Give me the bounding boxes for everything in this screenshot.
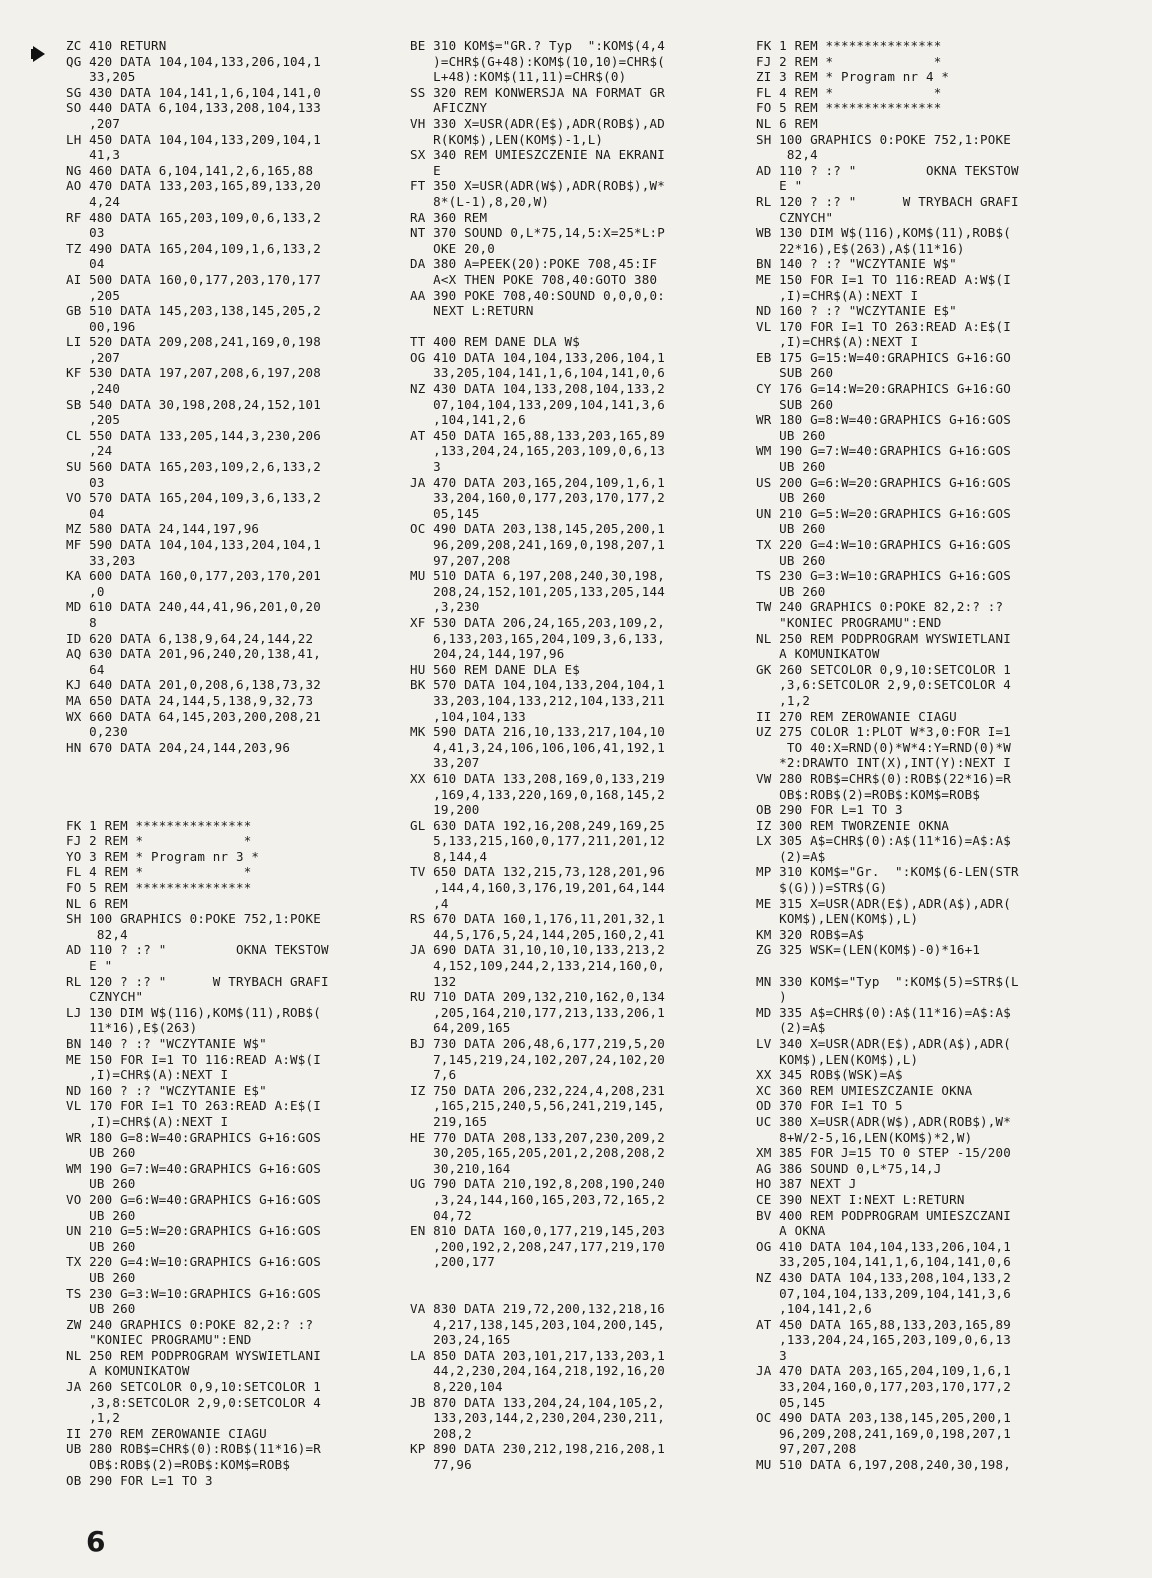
code-line: VL 170 FOR I=1 TO 263:READ A:E$(I bbox=[756, 318, 1011, 334]
code-line: 33,203,104,133,212,104,133,211 bbox=[410, 692, 665, 708]
code-line: RL 120 ? :? " W TRYBACH GRAFI bbox=[66, 973, 329, 989]
code-line: JA 470 DATA 203,165,204,109,1,6,1 bbox=[756, 1363, 1011, 1379]
code-line: ,144,4,160,3,176,19,201,64,144 bbox=[410, 880, 665, 896]
code-line: NL 250 REM PODPROGRAM WYSWIETLANI bbox=[756, 630, 1011, 646]
code-line: 8 bbox=[66, 614, 97, 630]
code-line: SB 540 DATA 30,198,208,24,152,101 bbox=[66, 396, 321, 412]
code-line: US 200 G=6:W=20:GRAPHICS G+16:GOS bbox=[756, 474, 1011, 490]
code-line: LH 450 DATA 104,104,133,209,104,1 bbox=[66, 131, 321, 147]
code-line: BK 570 DATA 104,104,133,204,104,1 bbox=[410, 677, 665, 693]
code-line: 8,144,4 bbox=[410, 848, 488, 864]
code-line: JA 260 SETCOLOR 0,9,10:SETCOLOR 1 bbox=[66, 1379, 321, 1395]
code-line: ,I)=CHR$(A):NEXT I bbox=[756, 287, 919, 303]
code-line: GK 260 SETCOLOR 0,9,10:SETCOLOR 1 bbox=[756, 661, 1011, 677]
code-line: NT 370 SOUND 0,L*75,14,5:X=25*L:P bbox=[410, 225, 665, 241]
code-line: UB 260 bbox=[66, 1145, 136, 1161]
code-line: E bbox=[410, 162, 441, 178]
code-line: LJ 130 DIM W$(116),KOM$(11),ROB$( bbox=[66, 1004, 321, 1020]
code-line: BE 310 KOM$="GR.? Typ ":KOM$(4,4 bbox=[410, 38, 665, 53]
code-line: 132 bbox=[410, 973, 457, 989]
code-line: ,I)=CHR$(A):NEXT I bbox=[66, 1067, 229, 1083]
code-line: BJ 730 DATA 206,48,6,177,219,5,20 bbox=[410, 1036, 665, 1051]
code-line: ,205 bbox=[66, 287, 121, 303]
code-line: 33,204,160,0,177,203,170,177,2 bbox=[410, 490, 665, 506]
code-line: 03 bbox=[66, 225, 105, 241]
code-line: ,3,6:SETCOLOR 2,9,0:SETCOLOR 4 bbox=[756, 677, 1011, 693]
code-line: ,3,8:SETCOLOR 2,9,0:SETCOLOR 4 bbox=[66, 1394, 321, 1410]
code-line: ,3,230 bbox=[410, 599, 480, 615]
code-line: MZ 580 DATA 24,144,197,96 bbox=[66, 521, 260, 537]
code-line: UB 260 bbox=[66, 1207, 136, 1223]
code-line: JA 690 DATA 31,10,10,10,133,213,2 bbox=[410, 942, 665, 958]
code-line: VA 830 DATA 219,72,200,132,218,16 bbox=[410, 1301, 665, 1317]
code-line: CZNYCH" bbox=[756, 209, 834, 225]
code-line: TX 220 G=4:W=10:GRAPHICS G+16:GOS bbox=[756, 537, 1011, 552]
code-line: AD 110 ? :? " OKNA TEKSTOW bbox=[66, 942, 329, 958]
code-line: UZ 275 COLOR 1:PLOT W*3,0:FOR I=1 bbox=[756, 724, 1011, 740]
code-line: CE 390 NEXT I:NEXT L:RETURN bbox=[756, 1191, 965, 1207]
code-line: SH 100 GRAPHICS 0:POKE 752,1:POKE bbox=[66, 911, 321, 927]
code-line: OB 290 FOR L=1 TO 3 bbox=[66, 1472, 213, 1488]
code-line: SUB 260 bbox=[756, 365, 834, 381]
code-line: LA 850 DATA 203,101,217,133,203,1 bbox=[410, 1347, 665, 1363]
listing-column-left bbox=[66, 38, 396, 1488]
code-line: ,200,177 bbox=[410, 1254, 495, 1270]
code-line: OB$:ROB$(2)=ROB$:KOM$=ROB$ bbox=[66, 1457, 291, 1473]
code-line: 96,209,208,241,169,0,198,207,1 bbox=[410, 537, 665, 552]
code-line: 00,196 bbox=[66, 318, 136, 334]
code-line: LV 340 X=USR(ADR(E$),ADR(A$),ADR( bbox=[756, 1036, 1011, 1051]
code-line: FT 350 X=USR(ADR(W$),ADR(ROB$),W* bbox=[410, 178, 665, 194]
code-line: FK 1 REM *************** bbox=[66, 817, 252, 833]
code-line: 7,6 bbox=[410, 1067, 457, 1083]
code-line: ,3,24,144,160,165,203,72,165,2 bbox=[410, 1191, 665, 1207]
code-line: GB 510 DATA 145,203,138,145,205,2 bbox=[66, 303, 321, 319]
code-line: E " bbox=[756, 178, 803, 194]
code-line: FK 1 REM *************** bbox=[756, 38, 942, 53]
code-line: RF 480 DATA 165,203,109,0,6,133,2 bbox=[66, 209, 321, 225]
code-line: 07,104,104,133,209,104,141,3,6 bbox=[756, 1285, 1011, 1301]
code-line: MD 335 A$=CHR$(0):A$(11*16)=A$:A$ bbox=[756, 1004, 1011, 1020]
code-line: (2)=A$ bbox=[756, 1020, 826, 1036]
code-line: ME 150 FOR I=1 TO 116:READ A:W$(I bbox=[756, 271, 1011, 287]
code-line: KA 600 DATA 160,0,177,203,170,201 bbox=[66, 568, 321, 584]
page-number: 6 bbox=[86, 1525, 106, 1558]
listing-column-right bbox=[756, 38, 1086, 1473]
code-line: OC 490 DATA 203,138,145,205,200,1 bbox=[410, 521, 665, 537]
code-line: 64,209,165 bbox=[410, 1020, 511, 1036]
code-line: WR 180 G=8:W=40:GRAPHICS G+16:GOS bbox=[756, 412, 1011, 428]
code-line: ZI 3 REM * Program nr 4 * bbox=[756, 69, 950, 85]
code-line: RS 670 DATA 160,1,176,11,201,32,1 bbox=[410, 911, 665, 927]
code-line: BV 400 REM PODPROGRAM UMIESZCZANI bbox=[756, 1207, 1011, 1223]
code-line: ME 150 FOR I=1 TO 116:READ A:W$(I bbox=[66, 1051, 321, 1067]
code-line: OB$:ROB$(2)=ROB$:KOM$=ROB$ bbox=[756, 786, 981, 802]
code-line: VW 280 ROB$=CHR$(0):ROB$(22*16)=R bbox=[756, 770, 1011, 786]
code-line: VO 200 G=6:W=40:GRAPHICS G+16:GOS bbox=[66, 1191, 321, 1207]
code-line: RU 710 DATA 209,132,210,162,0,134 bbox=[410, 989, 665, 1005]
code-line: 82,4 bbox=[66, 926, 128, 942]
code-line: MD 610 DATA 240,44,41,96,201,0,20 bbox=[66, 599, 321, 615]
code-line: SUB 260 bbox=[756, 396, 834, 412]
code-line: 97,207,208 bbox=[756, 1441, 857, 1457]
code-line: ,4 bbox=[410, 895, 449, 911]
code-line: UB 260 bbox=[66, 1269, 136, 1285]
code-line: MU 510 DATA 6,197,208,240,30,198, bbox=[410, 568, 665, 584]
code-line: 44,5,176,5,24,144,205,160,2,41 bbox=[410, 926, 665, 942]
code-line: R(KOM$),LEN(KOM$)-1,L) bbox=[410, 131, 604, 147]
code-line bbox=[66, 771, 396, 787]
code-line: XM 385 FOR J=15 TO 0 STEP -15/200 bbox=[756, 1145, 1011, 1161]
code-line: 11*16),E$(263) bbox=[66, 1020, 198, 1036]
code-line: 03 bbox=[66, 474, 105, 490]
code-line: KJ 640 DATA 201,0,208,6,138,73,32 bbox=[66, 677, 321, 693]
code-line: 77,96 bbox=[410, 1457, 472, 1473]
code-line: RL 120 ? :? " W TRYBACH GRAFI bbox=[756, 193, 1019, 209]
code-line: OC 490 DATA 203,138,145,205,200,1 bbox=[756, 1410, 1011, 1426]
code-line: ,1,2 bbox=[66, 1410, 121, 1426]
code-line: XF 530 DATA 206,24,165,203,109,2, bbox=[410, 614, 665, 630]
code-line: ,169,4,133,220,169,0,168,145,2 bbox=[410, 786, 665, 802]
code-line: ,0 bbox=[66, 583, 105, 599]
code-line: MP 310 KOM$="Gr. ":KOM$(6-LEN(STR bbox=[756, 864, 1019, 880]
code-line: 05,145 bbox=[410, 505, 480, 521]
code-line: FJ 2 REM * * bbox=[66, 833, 252, 849]
page-marker-arrow-icon bbox=[33, 46, 45, 62]
code-line: 22*16),E$(263),A$(11*16) bbox=[756, 240, 965, 256]
code-line: IZ 300 REM TWORZENIE OKNA bbox=[756, 817, 950, 833]
code-line: WX 660 DATA 64,145,203,200,208,21 bbox=[66, 708, 321, 724]
code-line: NEXT L:RETURN bbox=[410, 303, 534, 319]
code-line: NL 6 REM bbox=[756, 115, 818, 131]
code-line: ) bbox=[756, 989, 787, 1005]
code-line: 3 bbox=[756, 1347, 787, 1363]
code-line: ,1,2 bbox=[756, 692, 811, 708]
code-line: IZ 750 DATA 206,232,224,4,208,231 bbox=[410, 1082, 665, 1098]
code-line: KOM$),LEN(KOM$),L) bbox=[756, 911, 919, 927]
code-line: II 270 REM ZEROWANIE CIAGU bbox=[66, 1425, 267, 1441]
code-line: 0,230 bbox=[66, 724, 128, 740]
code-line: WM 190 G=7:W=40:GRAPHICS G+16:GOS bbox=[756, 443, 1011, 459]
code-line: SO 440 DATA 6,104,133,208,104,133 bbox=[66, 100, 321, 116]
code-line: OD 370 FOR I=1 TO 5 bbox=[756, 1098, 903, 1114]
code-line: 5,133,215,160,0,177,211,201,12 bbox=[410, 833, 665, 849]
code-line: OB 290 FOR L=1 TO 3 bbox=[756, 802, 903, 818]
code-line: 33,203 bbox=[66, 552, 136, 568]
code-line: 8,220,104 bbox=[410, 1379, 503, 1395]
code-line: UB 260 bbox=[756, 427, 826, 443]
code-line: 19,200 bbox=[410, 802, 480, 818]
code-line: KOM$),LEN(KOM$),L) bbox=[756, 1051, 919, 1067]
code-line: 97,207,208 bbox=[410, 552, 511, 568]
code-line bbox=[66, 787, 396, 803]
code-line bbox=[66, 755, 396, 771]
code-line: ZW 240 GRAPHICS 0:POKE 82,2:? :? bbox=[66, 1316, 314, 1332]
code-line: 05,145 bbox=[756, 1394, 826, 1410]
code-line: 07,104,104,133,209,104,141,3,6 bbox=[410, 396, 665, 412]
code-line: CZNYCH" bbox=[66, 989, 144, 1005]
code-line: WB 130 DIM W$(116),KOM$(11),ROB$( bbox=[756, 225, 1011, 241]
code-line: HU 560 REM DANE DLA E$ bbox=[410, 661, 580, 677]
code-line: BN 140 ? :? "WCZYTANIE W$" bbox=[756, 256, 957, 272]
code-line: HN 670 DATA 204,24,144,203,96 bbox=[66, 739, 291, 755]
code-line: A OKNA bbox=[756, 1223, 826, 1239]
code-line: UG 790 DATA 210,192,8,208,190,240 bbox=[410, 1176, 665, 1192]
code-line: NL 250 REM PODPROGRAM WYSWIETLANI bbox=[66, 1347, 321, 1363]
code-line: XC 360 REM UMIESZCZANIE OKNA bbox=[756, 1082, 973, 1098]
code-line: XX 610 DATA 133,208,169,0,133,219 bbox=[410, 770, 665, 786]
code-line: UB 260 bbox=[66, 1238, 136, 1254]
code-line: ,I)=CHR$(A):NEXT I bbox=[756, 334, 919, 350]
code-line: AQ 630 DATA 201,96,240,20,138,41, bbox=[66, 646, 321, 662]
code-line: KF 530 DATA 197,207,208,6,197,208 bbox=[66, 365, 321, 381]
code-line: AA 390 POKE 708,40:SOUND 0,0,0,0: bbox=[410, 287, 665, 303]
code-line: UC 380 X=USR(ADR(W$),ADR(ROB$),W* bbox=[756, 1113, 1011, 1129]
code-line: 64 bbox=[66, 661, 105, 677]
code-line: TS 230 G=3:W=10:GRAPHICS G+16:GOS bbox=[756, 568, 1011, 584]
code-line: YO 3 REM * Program nr 3 * bbox=[66, 848, 260, 864]
code-line: TT 400 REM DANE DLA W$ bbox=[410, 334, 580, 350]
code-line: MU 510 DATA 6,197,208,240,30,198, bbox=[756, 1457, 1011, 1473]
code-line: ME 315 X=USR(ADR(E$),ADR(A$),ADR( bbox=[756, 895, 1011, 911]
code-line: FO 5 REM *************** bbox=[756, 100, 942, 116]
code-line: ND 160 ? :? "WCZYTANIE E$" bbox=[66, 1082, 267, 1098]
code-line: 33,205,104,141,1,6,104,141,0,6 bbox=[756, 1254, 1011, 1270]
code-line: $(G)))=STR$(G) bbox=[756, 880, 888, 896]
code-line: ,165,215,240,5,56,241,219,145, bbox=[410, 1098, 665, 1114]
code-line: 44,2,230,204,164,218,192,16,20 bbox=[410, 1363, 665, 1379]
code-line: FL 4 REM * * bbox=[66, 864, 252, 880]
code-line: 04 bbox=[66, 505, 105, 521]
code-line bbox=[410, 1286, 745, 1302]
code-line: LX 305 A$=CHR$(0):A$(11*16)=A$:A$ bbox=[756, 833, 1011, 849]
code-line: 04,72 bbox=[410, 1207, 472, 1223]
code-line: ,104,141,2,6 bbox=[410, 412, 526, 428]
code-line bbox=[410, 1270, 745, 1286]
code-line: AI 500 DATA 160,0,177,203,170,177 bbox=[66, 271, 321, 287]
code-line: 219,165 bbox=[410, 1113, 488, 1129]
code-line: A KOMUNIKATOW bbox=[756, 646, 880, 662]
code-line: 33,207 bbox=[410, 755, 480, 771]
code-line: 33,205,104,141,1,6,104,141,0,6 bbox=[410, 365, 665, 381]
code-line: OG 410 DATA 104,104,133,206,104,1 bbox=[756, 1238, 1011, 1254]
code-line: ,200,192,2,208,247,177,219,170 bbox=[410, 1238, 665, 1254]
code-line: 208,24,152,101,205,133,205,144 bbox=[410, 583, 665, 599]
code-line: 33,204,160,0,177,203,170,177,2 bbox=[756, 1379, 1011, 1395]
code-line: ,104,141,2,6 bbox=[756, 1301, 872, 1317]
code-line: ,133,204,24,165,203,109,0,6,13 bbox=[756, 1332, 1011, 1348]
code-line: UB 260 bbox=[756, 552, 826, 568]
code-line: TO 40:X=RND(0)*W*4:Y=RND(0)*W bbox=[756, 739, 1011, 755]
code-line: UN 210 G=5:W=20:GRAPHICS G+16:GOS bbox=[756, 505, 1011, 521]
code-line: ,207 bbox=[66, 349, 121, 365]
code-line: UB 260 bbox=[756, 490, 826, 506]
code-line: 4,217,138,145,203,104,200,145, bbox=[410, 1316, 665, 1332]
code-line: AT 450 DATA 165,88,133,203,165,89 bbox=[756, 1316, 1011, 1332]
code-line: WM 190 G=7:W=40:GRAPHICS G+16:GOS bbox=[66, 1160, 321, 1176]
code-line: 7,145,219,24,102,207,24,102,20 bbox=[410, 1051, 665, 1067]
code-line: TW 240 GRAPHICS 0:POKE 82,2:? :? bbox=[756, 599, 1004, 615]
code-line: *2:DRAWTO INT(X),INT(Y):NEXT I bbox=[756, 755, 1011, 771]
code-line: L+48):KOM$(11,11)=CHR$(0) bbox=[410, 69, 627, 85]
code-line: JB 870 DATA 133,204,24,104,105,2, bbox=[410, 1394, 665, 1410]
code-line: FL 4 REM * * bbox=[756, 84, 942, 100]
code-line: 33,205 bbox=[66, 69, 136, 85]
code-line: "KONIEC PROGRAMU":END bbox=[756, 614, 942, 630]
code-line: 04 bbox=[66, 256, 105, 272]
code-line: UB 260 bbox=[66, 1301, 136, 1317]
code-line: TZ 490 DATA 165,204,109,1,6,133,2 bbox=[66, 240, 321, 256]
code-line: UB 260 bbox=[756, 583, 826, 599]
code-line: UB 280 ROB$=CHR$(0):ROB$(11*16)=R bbox=[66, 1441, 321, 1457]
code-line: 133,203,144,2,230,204,230,211, bbox=[410, 1410, 665, 1426]
code-line: SS 320 REM KONWERSJA NA FORMAT GR bbox=[410, 84, 665, 100]
code-line: "KONIEC PROGRAMU":END bbox=[66, 1332, 252, 1348]
code-line: EN 810 DATA 160,0,177,219,145,203 bbox=[410, 1223, 665, 1239]
code-line: NZ 430 DATA 104,133,208,104,133,2 bbox=[410, 381, 665, 397]
code-line: A<X THEN POKE 708,40:GOTO 380 bbox=[410, 271, 658, 287]
code-line: AD 110 ? :? " OKNA TEKSTOW bbox=[756, 162, 1019, 178]
code-line: ,24 bbox=[66, 443, 113, 459]
code-line: CY 176 G=14:W=20:GRAPHICS G+16:GO bbox=[756, 381, 1011, 397]
code-line: SX 340 REM UMIESZCZENIE NA EKRANI bbox=[410, 147, 665, 163]
code-line: FJ 2 REM * * bbox=[756, 53, 942, 69]
code-line: NG 460 DATA 6,104,141,2,6,165,88 bbox=[66, 162, 314, 178]
code-line: XX 345 ROB$(WSK)=A$ bbox=[756, 1067, 903, 1083]
code-line: DA 380 A=PEEK(20):POKE 708,45:IF bbox=[410, 256, 658, 272]
code-line: 4,152,109,244,2,133,214,160,0, bbox=[410, 958, 665, 974]
code-line: TX 220 G=4:W=10:GRAPHICS G+16:GOS bbox=[66, 1254, 321, 1270]
code-line: GL 630 DATA 192,16,208,249,169,25 bbox=[410, 817, 665, 833]
code-line: ,I)=CHR$(A):NEXT I bbox=[66, 1113, 229, 1129]
code-line: SU 560 DATA 165,203,109,2,6,133,2 bbox=[66, 459, 321, 475]
code-line: HE 770 DATA 208,133,207,230,209,2 bbox=[410, 1129, 665, 1145]
code-line: BN 140 ? :? "WCZYTANIE W$" bbox=[66, 1036, 267, 1051]
code-line: ZC 410 RETURN bbox=[66, 38, 167, 53]
code-line: )=CHR$(G+48):KOM$(10,10)=CHR$( bbox=[410, 53, 665, 69]
code-line: NZ 430 DATA 104,133,208,104,133,2 bbox=[756, 1269, 1011, 1285]
code-line: (2)=A$ bbox=[756, 848, 826, 864]
code-line: RA 360 REM bbox=[410, 209, 488, 225]
code-line: ID 620 DATA 6,138,9,64,24,144,22 bbox=[66, 630, 314, 646]
code-line: ,207 bbox=[66, 115, 121, 131]
listing-column-middle bbox=[410, 38, 745, 1473]
code-line: AT 450 DATA 165,88,133,203,165,89 bbox=[410, 427, 665, 443]
code-line: WR 180 G=8:W=40:GRAPHICS G+16:GOS bbox=[66, 1129, 321, 1145]
code-line: A KOMUNIKATOW bbox=[66, 1363, 190, 1379]
code-line: QG 420 DATA 104,104,133,206,104,1 bbox=[66, 53, 321, 69]
code-line: UN 210 G=5:W=20:GRAPHICS G+16:GOS bbox=[66, 1223, 321, 1239]
code-line: 4,41,3,24,106,106,106,41,192,1 bbox=[410, 739, 665, 755]
code-line: AFICZNY bbox=[410, 100, 488, 116]
code-line: UB 260 bbox=[756, 521, 826, 537]
code-line: HO 387 NEXT J bbox=[756, 1176, 857, 1192]
code-line: SG 430 DATA 104,141,1,6,104,141,0 bbox=[66, 84, 321, 100]
code-line: OG 410 DATA 104,104,133,206,104,1 bbox=[410, 349, 665, 365]
code-line: MN 330 KOM$="Typ ":KOM$(5)=STR$(L bbox=[756, 973, 1019, 989]
code-line: 203,24,165 bbox=[410, 1332, 511, 1348]
code-line: 96,209,208,241,169,0,198,207,1 bbox=[756, 1425, 1011, 1441]
code-line: II 270 REM ZEROWANIE CIAGU bbox=[756, 708, 957, 724]
code-line: UB 260 bbox=[756, 459, 826, 475]
code-line: 208,2 bbox=[410, 1425, 472, 1441]
code-line: SH 100 GRAPHICS 0:POKE 752,1:POKE bbox=[756, 131, 1011, 147]
code-line: CL 550 DATA 133,205,144,3,230,206 bbox=[66, 427, 321, 443]
code-line: 6,133,203,165,204,109,3,6,133, bbox=[410, 630, 665, 646]
code-line: ND 160 ? :? "WCZYTANIE E$" bbox=[756, 303, 957, 319]
code-line: 41,3 bbox=[66, 147, 121, 163]
code-line: 8+W/2-5,16,LEN(KOM$)*2,W) bbox=[756, 1129, 973, 1145]
code-line: VL 170 FOR I=1 TO 263:READ A:E$(I bbox=[66, 1098, 321, 1114]
code-line: UB 260 bbox=[66, 1176, 136, 1192]
code-line: ,104,104,133 bbox=[410, 708, 526, 724]
code-line: NL 6 REM bbox=[66, 895, 128, 911]
code-line: ,133,204,24,165,203,109,0,6,13 bbox=[410, 443, 665, 459]
code-line bbox=[66, 802, 396, 818]
code-line: 3 bbox=[410, 459, 441, 475]
code-line: AG 386 SOUND 0,L*75,14,J bbox=[756, 1160, 942, 1176]
code-line: KM 320 ROB$=A$ bbox=[756, 926, 865, 942]
code-line: KP 890 DATA 230,212,198,216,208,1 bbox=[410, 1441, 665, 1457]
code-line: LI 520 DATA 209,208,241,169,0,198 bbox=[66, 334, 321, 350]
code-line: AO 470 DATA 133,203,165,89,133,20 bbox=[66, 178, 321, 194]
code-line: ,205 bbox=[66, 412, 121, 428]
code-line: VH 330 X=USR(ADR(E$),ADR(ROB$),AD bbox=[410, 115, 665, 131]
code-line: 4,24 bbox=[66, 193, 121, 209]
code-line: MF 590 DATA 104,104,133,204,104,1 bbox=[66, 537, 321, 552]
code-line bbox=[756, 958, 1086, 974]
code-line: TS 230 G=3:W=10:GRAPHICS G+16:GOS bbox=[66, 1285, 321, 1301]
code-line: VO 570 DATA 165,204,109,3,6,133,2 bbox=[66, 490, 321, 506]
code-line: TV 650 DATA 132,215,73,128,201,96 bbox=[410, 864, 665, 880]
code-line: 8*(L-1),8,20,W) bbox=[410, 193, 550, 209]
code-line: ZG 325 WSK=(LEN(KOM$)-0)*16+1 bbox=[756, 942, 981, 958]
code-line: 204,24,144,197,96 bbox=[410, 646, 565, 662]
code-line: 30,210,164 bbox=[410, 1160, 511, 1176]
code-line: ,240 bbox=[66, 381, 121, 397]
code-line: FO 5 REM *************** bbox=[66, 880, 252, 896]
code-line bbox=[410, 319, 745, 335]
code-line: EB 175 G=15:W=40:GRAPHICS G+16:GO bbox=[756, 349, 1011, 365]
code-line: 82,4 bbox=[756, 147, 818, 163]
code-line: ,205,164,210,177,213,133,206,1 bbox=[410, 1004, 665, 1020]
code-line: E " bbox=[66, 958, 113, 974]
code-line: OKE 20,0 bbox=[410, 240, 495, 256]
code-line: JA 470 DATA 203,165,204,109,1,6,1 bbox=[410, 474, 665, 490]
code-line: 30,205,165,205,201,2,208,208,2 bbox=[410, 1145, 665, 1161]
code-line: MK 590 DATA 216,10,133,217,104,10 bbox=[410, 724, 665, 740]
code-line: MA 650 DATA 24,144,5,138,9,32,73 bbox=[66, 692, 314, 708]
